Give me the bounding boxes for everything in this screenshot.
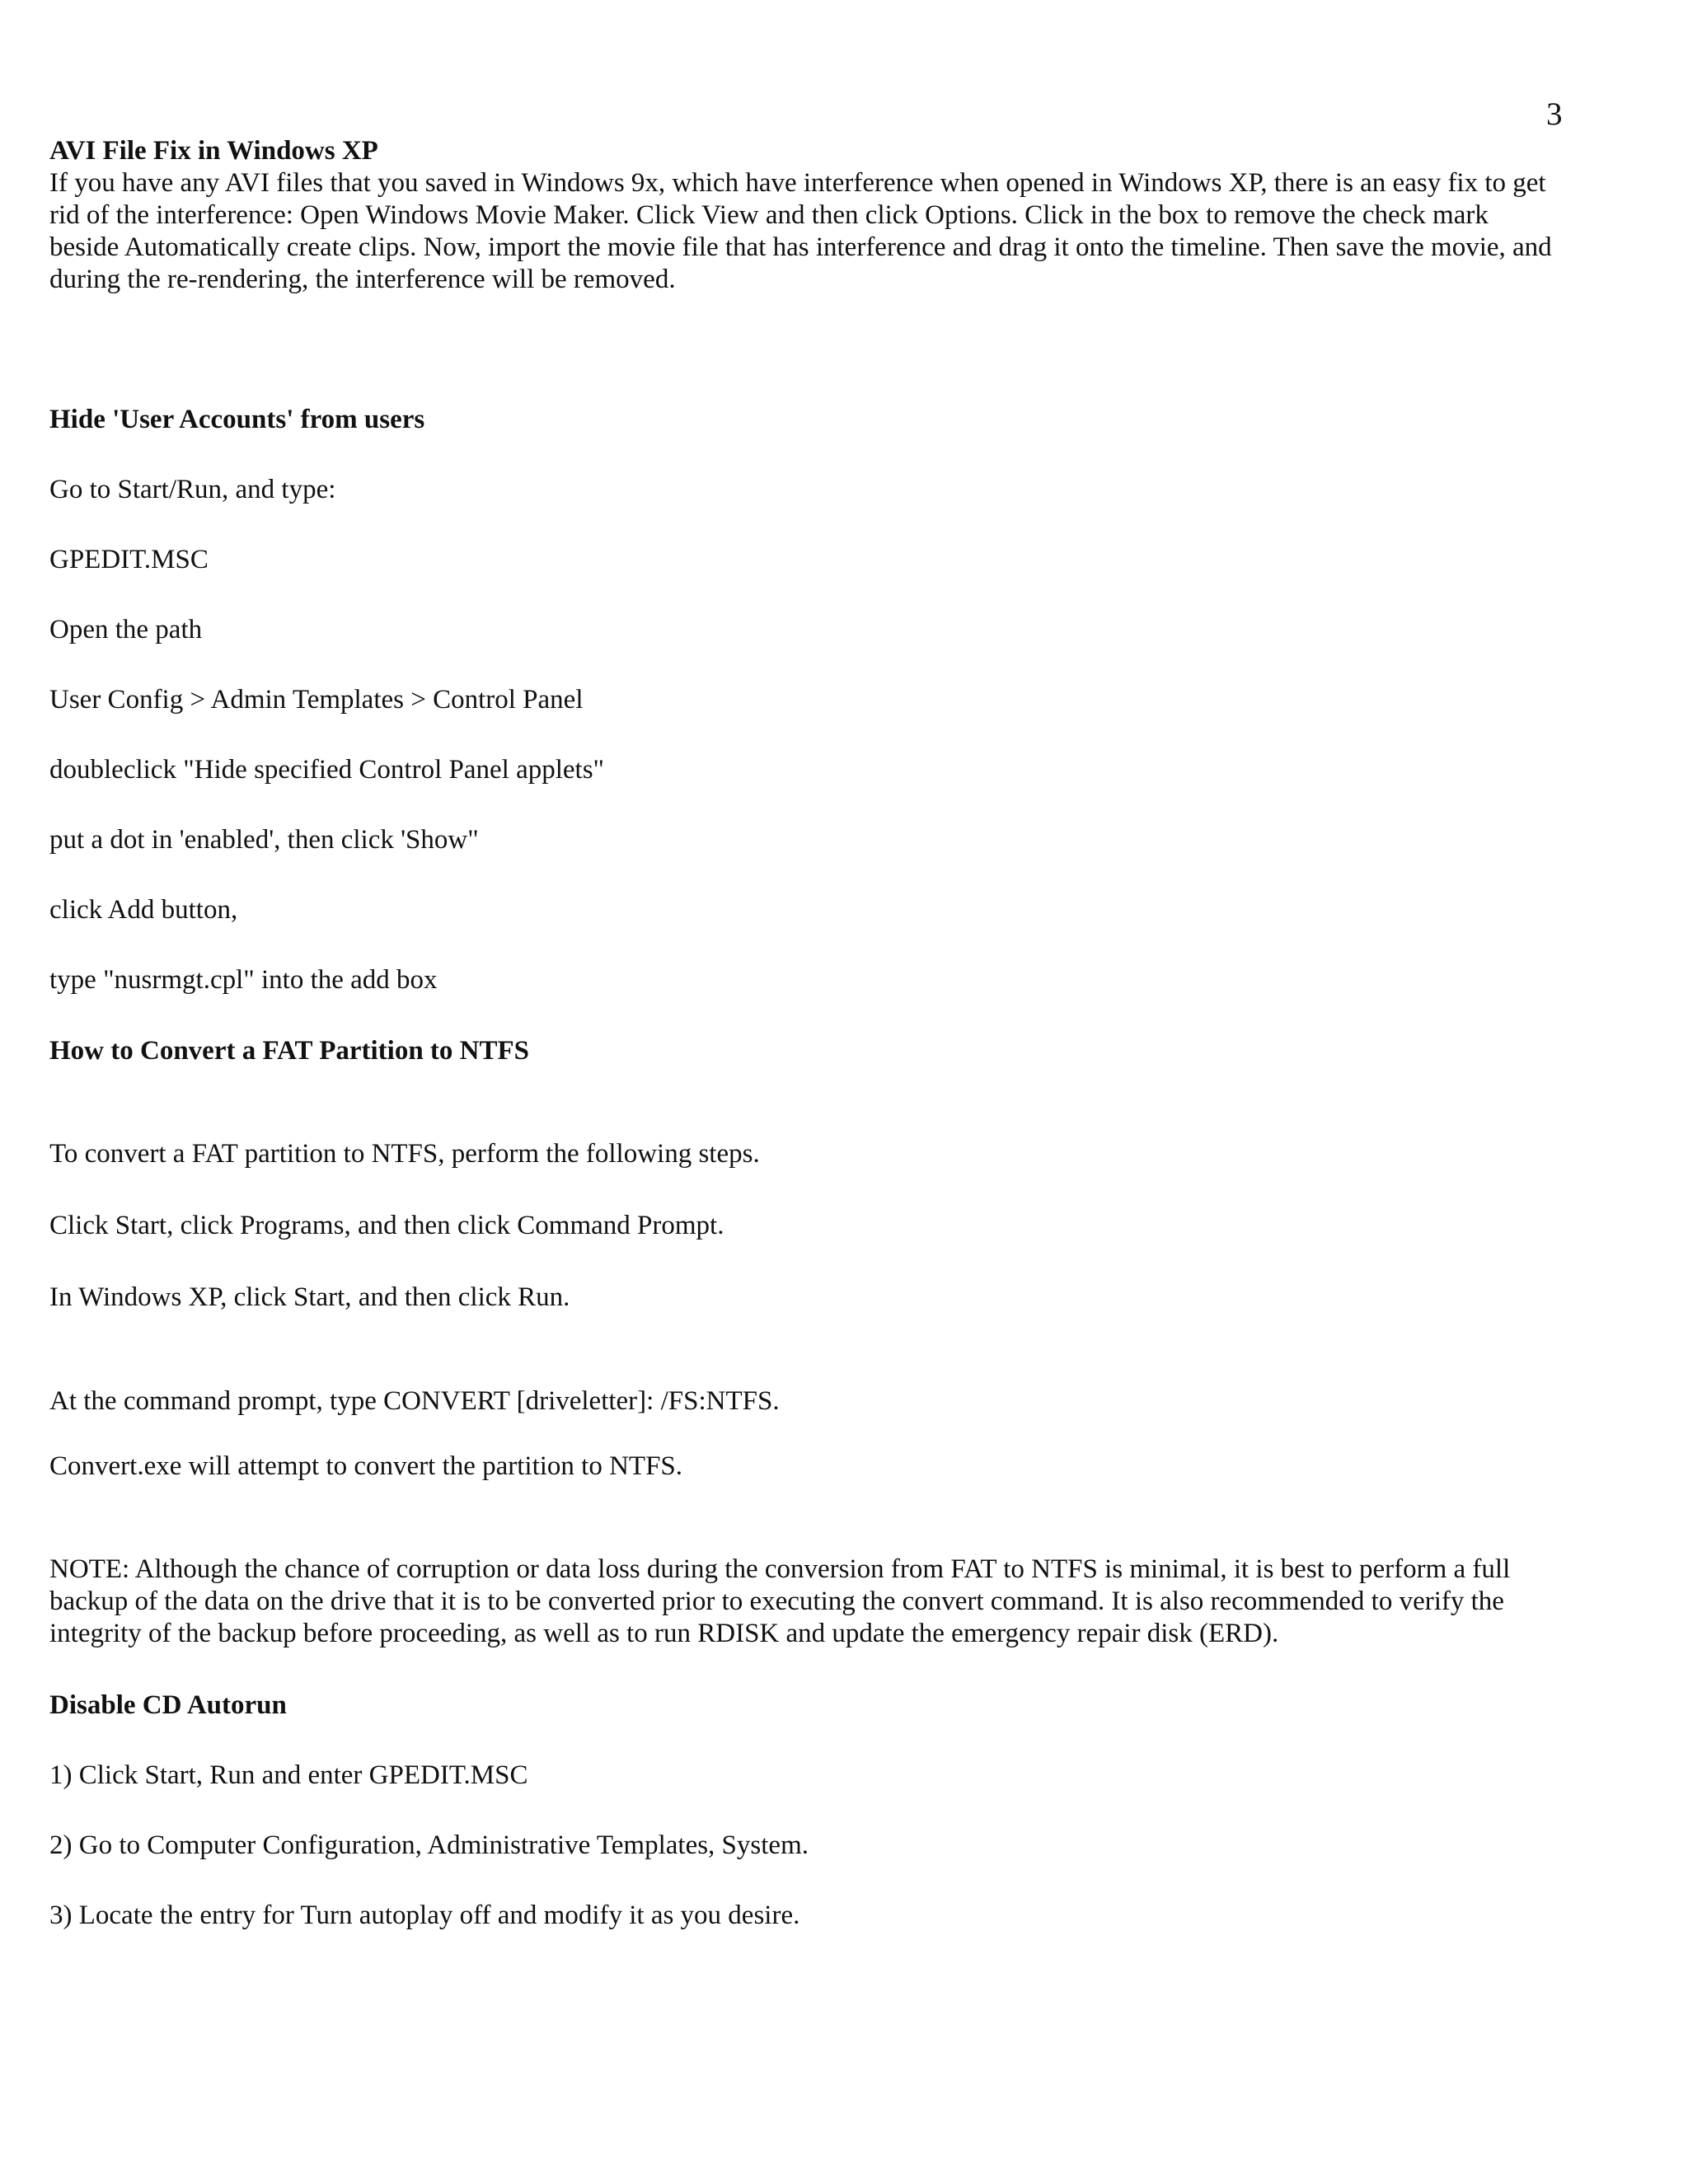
instruction-line: In Windows XP, click Start, and then click Run. — [49, 1282, 570, 1312]
ntfs-note-paragraph — [49, 1554, 1510, 1650]
paragraph-line: If you have any AVI files that you saved in Windows 9x, which have interference when opened in Windows XP, there is an easy fix to get — [49, 168, 1546, 198]
section-heading-avi-fix: AVI File Fix in Windows XP — [49, 136, 378, 166]
paragraph-line: backup of the data on the drive that it is to be converted prior to executing the convert command. It is also recommended to verify the — [49, 1586, 1504, 1616]
instruction-line: 3) Locate the entry for Turn autoplay off and modify it as you desire. — [49, 1900, 800, 1930]
instruction-line: At the command prompt, type CONVERT [driveletter]: /FS:NTFS. — [49, 1386, 780, 1416]
paragraph-line: NOTE: Although the chance of corruption or data loss during the conversion from FAT to NTFS is minimal, it is best to perform a full — [49, 1554, 1511, 1584]
instruction-line: GPEDIT.MSC — [49, 545, 209, 574]
instruction-line: User Config > Admin Templates > Control Panel — [49, 685, 584, 715]
instruction-line: type "nusrmgt.cpl" into the add box — [49, 965, 438, 995]
section-heading-disable-autorun: Disable CD Autorun — [49, 1690, 287, 1720]
instruction-line: put a dot in 'enabled', then click 'Show" — [49, 825, 479, 855]
instruction-line: Click Start, click Programs, and then click Command Prompt. — [49, 1211, 724, 1240]
paragraph-line: rid of the interference: Open Windows Movie Maker. Click View and then click Options. Click in the box to remove the check mark — [49, 200, 1489, 230]
instruction-line: To convert a FAT partition to NTFS, perform the following steps. — [49, 1139, 760, 1169]
section-heading-hide-user-accounts: Hide 'User Accounts' from users — [49, 405, 425, 434]
instruction-line: Open the path — [49, 615, 203, 644]
instruction-line: Go to Start/Run, and type: — [49, 475, 336, 504]
instruction-line: 2) Go to Computer Configuration, Administrative Templates, System. — [49, 1830, 809, 1860]
paragraph-line: integrity of the backup before proceeding, as well as to run RDISK and update the emergency repair disk (ERD). — [49, 1619, 1279, 1648]
page-number: 3 — [1546, 96, 1563, 132]
paragraph-line: during the re-rendering, the interference will be removed. — [49, 265, 676, 294]
paragraph-line: beside Automatically create clips. Now, import the movie file that has interference and drag it onto the timeline. Then save the movie, and — [49, 232, 1552, 262]
section-heading-convert-ntfs: How to Convert a FAT Partition to NTFS — [49, 1036, 530, 1066]
avi-fix-paragraph — [49, 167, 1552, 296]
instruction-line: Convert.exe will attempt to convert the partition to NTFS. — [49, 1451, 683, 1481]
instruction-line: doubleclick "Hide specified Control Panel applets" — [49, 755, 605, 785]
instruction-line: 1) Click Start, Run and enter GPEDIT.MSC — [49, 1760, 528, 1790]
instruction-line: click Add button, — [49, 895, 238, 925]
